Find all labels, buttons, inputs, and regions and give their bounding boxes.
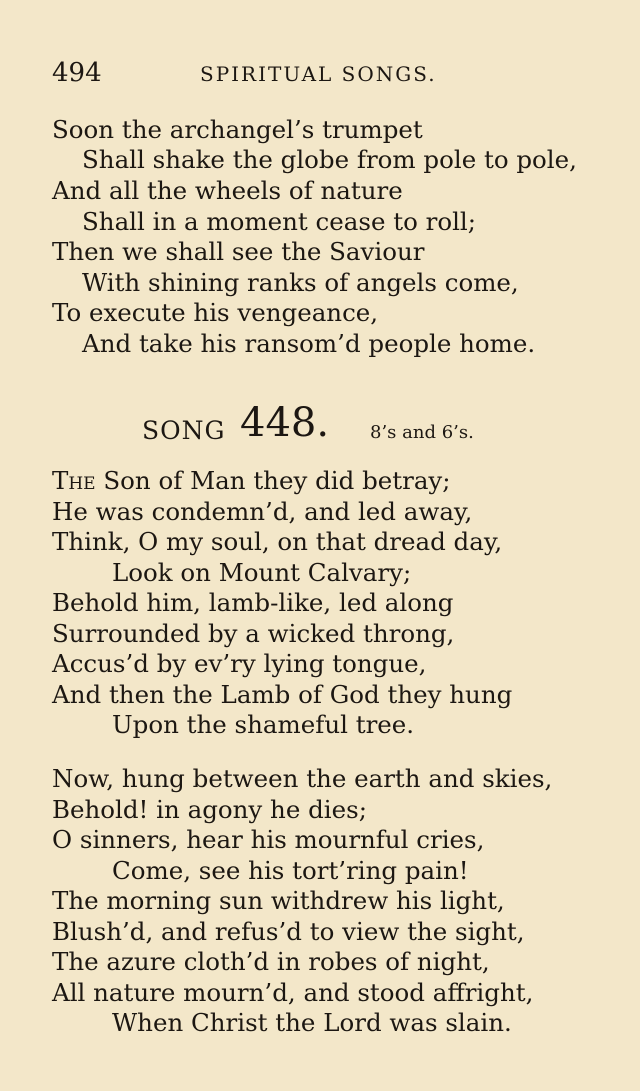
song-heading [142, 400, 562, 450]
running-title: SPIRITUAL SONGS. [200, 62, 437, 86]
song-meter: 8’s and 6’s. [370, 422, 474, 443]
verse-line: Think, O my soul, on that dread day, [52, 527, 503, 556]
verse-line: Upon the shameful tree. [112, 710, 415, 739]
verse-line: And all the wheels of nature [52, 176, 403, 205]
page-number: 494 [52, 58, 102, 88]
verse-line: Accus’d by ev’ry lying tongue, [52, 649, 427, 678]
verse-line: Now, hung between the earth and skies, [52, 764, 553, 793]
verse-line: Surrounded by a wicked throng, [52, 619, 455, 648]
song-number: 448. [240, 400, 330, 446]
first-line-rest: Son of Man they did betray; [95, 466, 451, 495]
verse-line: Come, see his tort’ring pain! [112, 856, 469, 885]
verse-line: And then the Lamb of God they hung [52, 680, 513, 709]
verse-line [52, 466, 451, 496]
verse-line: Shall shake the globe from pole to pole, [82, 145, 577, 174]
verse-line: Blush’d, and refus’d to view the sight, [52, 917, 525, 946]
verse-line: The azure cloth’d in robes of night, [52, 947, 490, 976]
verse-line: All nature mourn’d, and stood affright, [52, 978, 534, 1007]
verse-line: The morning sun withdrew his light, [52, 886, 505, 915]
verse-line: He was condemn’d, and led away, [52, 497, 473, 526]
verse-line: Behold! in agony he dies; [52, 795, 367, 824]
verse-line: O sinners, hear his mournful cries, [52, 825, 485, 854]
page-header [52, 58, 600, 94]
song-label: SONG [142, 416, 226, 445]
verse-line: And take his ransom’d people home. [82, 329, 536, 358]
verse-line: With shining ranks of angels come, [82, 268, 519, 297]
verse-line: Then we shall see the Saviour [52, 237, 425, 266]
verse-line: Soon the archangel’s trumpet [52, 115, 423, 144]
verse-line: Behold him, lamb-like, led along [52, 588, 454, 617]
verse-line: Look on Mount Calvary; [112, 558, 412, 587]
verse-line: To execute his vengeance, [52, 298, 379, 327]
verse-line: When Christ the Lord was slain. [112, 1008, 512, 1037]
verse-line: Shall in a moment cease to roll; [82, 207, 477, 236]
first-word: The [52, 466, 96, 495]
